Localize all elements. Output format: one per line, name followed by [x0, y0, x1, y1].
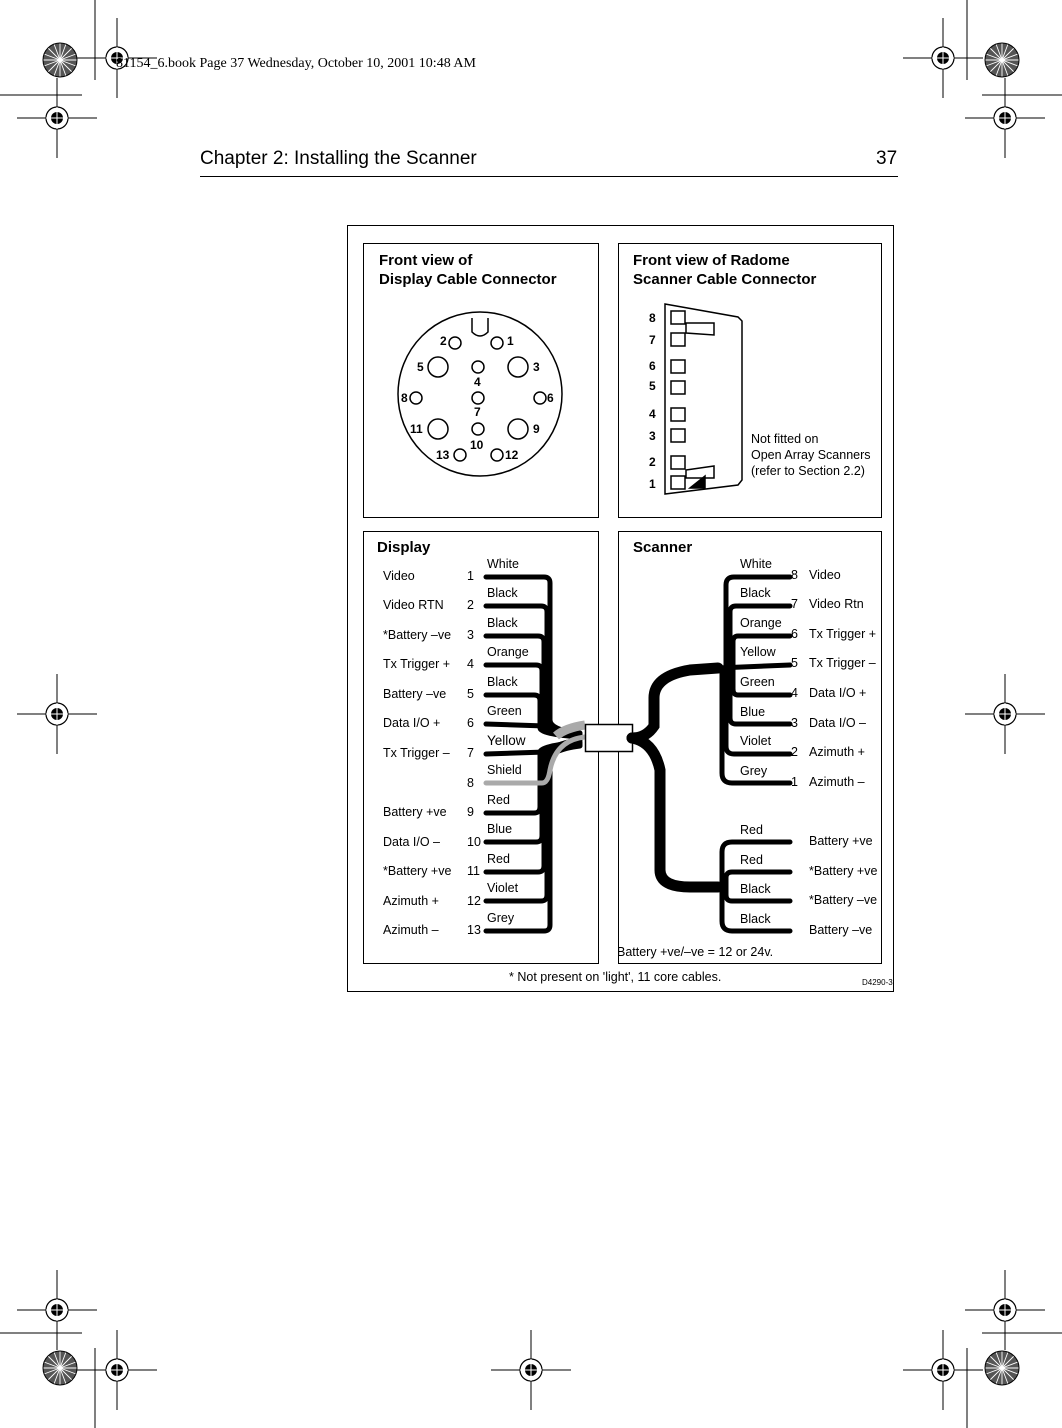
scanner-pin-label: 7: [649, 333, 656, 347]
display-pin-number: 4: [467, 657, 474, 671]
display-pin-hole: [491, 337, 503, 349]
registration-mark-icon: [965, 1270, 1045, 1350]
scanner-signal-label: Azimuth –: [809, 775, 865, 789]
display-pin-number: 7: [467, 746, 474, 760]
display-wire-color: Red: [487, 793, 510, 807]
scanner-wire-color: Black: [740, 586, 771, 600]
display-pin-number: 6: [467, 716, 474, 730]
star-target-icon: [985, 1351, 1019, 1385]
scanner-pin-label: 5: [649, 379, 656, 393]
display-pin-label: 3: [533, 360, 540, 374]
scanner-connector-note: Not fitted on Open Array Scanners (refer to Section 2.2): [751, 432, 871, 478]
display-pin-number: 13: [467, 923, 481, 937]
display-signal-label: Data I/O +: [383, 716, 441, 730]
scanner-connector-title: Front view of Radome Scanner Cable Connector: [633, 252, 817, 288]
display-pin-label: 6: [547, 391, 554, 405]
scanner-wire-color: Yellow: [740, 645, 776, 659]
display-pin-hole: [534, 392, 546, 404]
scanner-pin-number: 8: [791, 568, 798, 582]
scanner-wire-color: Blue: [740, 705, 766, 719]
scanner-pin-number: 6: [791, 627, 798, 641]
display-wire-color: Black: [487, 586, 518, 600]
star-target-icon: [43, 1351, 77, 1385]
display-pin-hole: [508, 357, 528, 377]
display-pin-number: 9: [467, 805, 474, 819]
display-wire-color: Yellow: [487, 733, 526, 748]
display-pin-label: 12: [505, 448, 519, 462]
display-signal-label: Azimuth –: [383, 923, 439, 937]
scanner-signal-label: Tx Trigger –: [809, 656, 876, 670]
scanner-signal-label: Azimuth +: [809, 745, 865, 759]
registration-mark-icon: [903, 18, 983, 98]
display-wire-color: Shield: [487, 763, 522, 777]
display-wire-color: Black: [487, 675, 518, 689]
display-pin-hole: [491, 449, 503, 461]
display-wire-color: Blue: [487, 822, 513, 836]
display-pin-number: 11: [467, 864, 480, 878]
display-wires: [486, 577, 580, 931]
display-signal-label: Battery –ve: [383, 687, 447, 701]
display-pin-label: 4: [474, 375, 481, 389]
display-wire-color: Grey: [487, 911, 515, 925]
display-signal-label: *Battery +ve: [383, 864, 452, 878]
registration-mark-icon: [491, 1330, 571, 1410]
scanner-pin-number: 2: [791, 745, 798, 759]
scanner-pin-label: 4: [649, 407, 656, 421]
chapter-title: Chapter 2: Installing the Scanner: [200, 148, 477, 169]
display-pin-label: 2: [440, 334, 447, 348]
display-pin-label: 13: [436, 448, 450, 462]
display-pin-hole: [472, 423, 484, 435]
scanner-trunk: [632, 668, 718, 887]
scanner-signal-label: Video: [809, 568, 841, 582]
scanner-wire-color: Black: [740, 912, 771, 926]
scanner-pin-number: 5: [791, 656, 798, 670]
display-pin-label: 8: [401, 391, 408, 405]
display-pin-label: 10: [470, 438, 484, 452]
display-signal-label: Azimuth +: [383, 894, 439, 908]
scanner-signal-label: Data I/O +: [809, 686, 867, 700]
display-pin-hole: [449, 337, 461, 349]
display-pin-number: 1: [467, 569, 474, 583]
display-pin-number: 3: [467, 628, 474, 642]
display-signal-label: Tx Trigger –: [383, 746, 450, 760]
page-number: 37: [876, 148, 898, 169]
registration-mark-icon: [77, 1330, 157, 1410]
scanner-pin-label: 8: [649, 311, 656, 325]
scanner-wire-color: Black: [740, 882, 771, 896]
display-pin-hole: [428, 357, 448, 377]
display-pin-hole: [472, 361, 484, 373]
scanner-pin-label: 3: [649, 429, 656, 443]
scanner-pin-label: 1: [649, 477, 656, 491]
scanner-signal-label: Tx Trigger +: [809, 627, 877, 641]
display-wire-color: White: [487, 557, 519, 571]
display-pin-number: 10: [467, 835, 481, 849]
scanner-signal-label: Data I/O –: [809, 716, 866, 730]
scanner-wire-color: Red: [740, 853, 763, 867]
registration-mark-icon: [965, 78, 1045, 158]
display-wire-color: Green: [487, 704, 522, 718]
display-signal-label: *Battery –ve: [383, 628, 452, 642]
display-signal-label: Video RTN: [383, 598, 444, 612]
scanner-signal-label: Battery –ve: [809, 923, 873, 937]
display-pin-hole: [472, 392, 484, 404]
scanner-signal-label: Battery +ve: [809, 834, 873, 848]
display-pin-number: 12: [467, 894, 481, 908]
scanner-signal-label: *Battery –ve: [809, 893, 878, 907]
display-wire-color: Black: [487, 616, 518, 630]
scanner-pin-number: 7: [791, 597, 798, 611]
display-signal-label: Tx Trigger +: [383, 657, 451, 671]
display-pin-label: 5: [417, 360, 424, 374]
display-signal-label: Video: [383, 569, 415, 583]
display-pin-number: 5: [467, 687, 474, 701]
display-wire-color: Red: [487, 852, 510, 866]
scanner-pin-number: 1: [791, 775, 798, 789]
junction-block: [586, 725, 633, 752]
registration-mark-icon: [965, 674, 1045, 754]
scanner-wire-color: Green: [740, 675, 775, 689]
star-target-icon: [985, 43, 1019, 77]
registration-mark-icon: [903, 1330, 983, 1410]
print-slug: 81154_6.book Page 37 Wednesday, October 10, 2001 10:48 AM: [116, 56, 476, 71]
display-pin-number: 2: [467, 598, 474, 612]
display-pin-label: 9: [533, 422, 540, 436]
scanner-pin-label: 6: [649, 359, 656, 373]
scanner-wire-color: Grey: [740, 764, 768, 778]
display-pin-hole: [410, 392, 422, 404]
display-wire-color: Violet: [487, 881, 519, 895]
scanner-wires: [718, 577, 790, 931]
scanner-wire-color: Red: [740, 823, 763, 837]
registration-mark-icon: [17, 78, 97, 158]
display-pin-label: 1: [507, 334, 514, 348]
scanner-wire-color: White: [740, 557, 772, 571]
scanner-connector-diagram: [665, 304, 742, 494]
scanner-pin-number: 3: [791, 716, 798, 730]
figure-id: D4290-3: [862, 978, 893, 987]
display-wiring-title: Display: [377, 539, 431, 556]
display-pin-hole: [454, 449, 466, 461]
scanner-signal-label: *Battery +ve: [809, 864, 878, 878]
display-pin-hole: [508, 419, 528, 439]
scanner-signal-label: Video Rtn: [809, 597, 864, 611]
footnote: * Not present on 'light', 11 core cables.: [509, 970, 722, 984]
header-rule: [200, 176, 898, 177]
display-signal-label: Battery +ve: [383, 805, 447, 819]
registration-mark-icon: [17, 674, 97, 754]
scanner-wire-color: Violet: [740, 734, 772, 748]
display-wire-color: Orange: [487, 645, 529, 659]
display-pin-label: 11: [410, 422, 423, 436]
display-signal-label: Data I/O –: [383, 835, 440, 849]
scanner-wire-color: Orange: [740, 616, 782, 630]
scanner-pin-number: 4: [791, 686, 798, 700]
scanner-pin-label: 2: [649, 455, 656, 469]
battery-note: Battery +ve/–ve = 12 or 24v.: [617, 945, 774, 959]
display-pin-hole: [428, 419, 448, 439]
registration-mark-icon: [17, 1270, 97, 1350]
display-pin-number: 8: [467, 776, 474, 790]
display-connector-title: Front view of Display Cable Connector: [379, 252, 557, 288]
display-pin-label: 7: [474, 405, 481, 419]
scanner-wiring-title: Scanner: [633, 539, 693, 556]
star-target-icon: [43, 43, 77, 77]
